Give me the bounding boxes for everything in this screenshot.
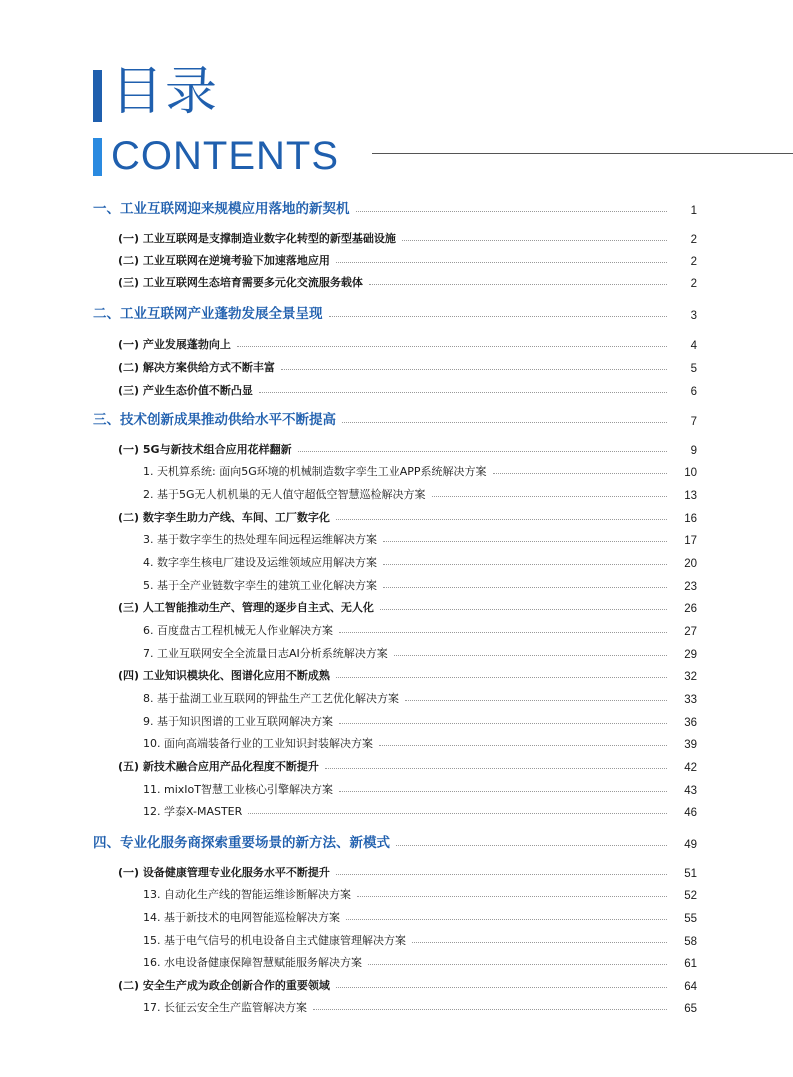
toc-leader: [405, 699, 667, 701]
toc-leader: [336, 676, 667, 678]
toc-section[interactable]: [118, 272, 697, 290]
toc-label: 1. 天机算系统: 面向5G环境的机械制造数字孪生工业APP系统解决方案: [143, 465, 487, 478]
toc-label: 4. 数字孪生核电厂建设及运维领域应用解决方案: [143, 556, 377, 569]
toc-leader: [379, 744, 667, 746]
toc-item[interactable]: [143, 779, 697, 797]
toc-page: 58: [684, 936, 697, 948]
toc-label: 17. 长征云安全生产监管解决方案: [143, 1001, 307, 1014]
toc-section[interactable]: [118, 357, 697, 375]
toc-item[interactable]: [143, 575, 697, 593]
toc-label: (一) 设备健康管理专业化服务水平不断提升: [118, 866, 330, 879]
toc-label: 7. 工业互联网安全全流量日志AI分析系统解决方案: [143, 647, 388, 660]
title-divider: [372, 153, 793, 154]
toc-leader: [259, 391, 667, 393]
toc-label: 10. 面向高端装备行业的工业知识封装解决方案: [143, 737, 373, 750]
toc-label: 3. 基于数字孪生的热处理车间远程运维解决方案: [143, 533, 377, 546]
toc-item[interactable]: [143, 801, 697, 819]
toc-leader: [336, 261, 667, 263]
toc-leader: [336, 873, 667, 875]
toc-leader: [357, 895, 667, 897]
toc-leader: [432, 495, 667, 497]
toc-leader: [325, 767, 667, 769]
toc-label: 5. 基于全产业链数字孪生的建筑工业化解决方案: [143, 579, 377, 592]
toc-page: 23: [684, 581, 697, 593]
toc-page: 33: [684, 694, 697, 706]
toc-item[interactable]: [143, 643, 697, 661]
toc-label: (二) 数字孪生助力产线、车间、工厂数字化: [118, 511, 330, 524]
toc-page: 7: [690, 416, 697, 428]
toc-leader: [356, 210, 668, 212]
toc-page: 6: [690, 386, 697, 398]
toc-section[interactable]: [118, 975, 697, 993]
toc-label: 2. 基于5G无人机机巢的无人值守超低空智慧巡检解决方案: [143, 488, 426, 501]
toc-leader: [237, 345, 667, 347]
toc-label: (二) 解决方案供给方式不断丰富: [118, 361, 275, 374]
toc-section[interactable]: [118, 862, 697, 880]
page-title: 目录: [111, 62, 220, 122]
toc-page: 49: [684, 839, 697, 851]
toc-section[interactable]: [118, 756, 697, 774]
toc-leader: [380, 608, 667, 610]
toc-item[interactable]: [143, 552, 697, 570]
toc-label: (二) 安全生产成为政企创新合作的重要领域: [118, 979, 330, 992]
toc-page: 10: [684, 467, 697, 479]
toc-item[interactable]: [143, 952, 697, 970]
toc-page: 46: [684, 807, 697, 819]
toc-section[interactable]: [118, 597, 697, 615]
toc-leader: [298, 450, 667, 452]
toc-leader: [336, 518, 667, 520]
toc-item[interactable]: [143, 997, 697, 1015]
toc-label: (五) 新技术融合应用产品化程度不断提升: [118, 760, 319, 773]
toc-label: (三) 工业互联网生态培育需要多元化交流服务载体: [118, 276, 363, 289]
toc-leader: [313, 1008, 667, 1010]
toc-page: 17: [684, 535, 697, 547]
toc-label: 四、专业化服务商探索重要场景的新方法、新模式: [93, 835, 390, 851]
toc-leader: [493, 472, 667, 474]
toc-page: 4: [690, 340, 697, 352]
toc-item[interactable]: [143, 529, 697, 547]
toc-section[interactable]: [118, 665, 697, 683]
toc-section[interactable]: [118, 507, 697, 525]
toc-leader: [412, 941, 667, 943]
toc-page: 55: [684, 913, 697, 925]
toc-label: (一) 产业发展蓬勃向上: [118, 338, 231, 351]
toc-label: (一) 工业互联网是支撑制造业数字化转型的新型基础设施: [118, 232, 396, 245]
toc-item[interactable]: [143, 884, 697, 902]
toc-label: 13. 自动化生产线的智能运维诊断解决方案: [143, 888, 351, 901]
toc-page: 3: [690, 310, 697, 322]
toc-label: 11. mixIoT智慧工业核心引擎解决方案: [143, 783, 333, 796]
toc-label: 16. 水电设备健康保障智慧赋能服务解决方案: [143, 956, 362, 969]
toc-label: (一) 5G与新技术组合应用花样翻新: [118, 443, 292, 456]
toc-section[interactable]: [118, 250, 697, 268]
toc-page: 51: [684, 868, 697, 880]
toc-chapter[interactable]: [93, 410, 697, 428]
toc-page: 5: [690, 363, 697, 375]
toc-section[interactable]: [118, 334, 697, 352]
toc-item[interactable]: [143, 907, 697, 925]
toc-page: 29: [684, 649, 697, 661]
toc-label: 9. 基于知识图谱的工业互联网解决方案: [143, 715, 333, 728]
toc-page: 9: [690, 445, 697, 457]
toc-leader: [339, 631, 667, 633]
toc-page: 2: [690, 234, 697, 246]
toc-leader: [329, 315, 668, 317]
toc-page: 39: [684, 739, 697, 751]
toc-page: 27: [684, 626, 697, 638]
toc-label: 12. 学泰X-MASTER: [143, 805, 243, 818]
toc-item[interactable]: [143, 930, 697, 948]
toc-page: 64: [684, 981, 697, 993]
toc-page: 32: [684, 671, 697, 683]
toc-section[interactable]: [118, 228, 697, 246]
toc-label: (二) 工业互联网在逆境考验下加速落地应用: [118, 254, 330, 267]
toc-leader: [394, 654, 667, 656]
toc-page: 13: [684, 490, 697, 502]
toc-chapter[interactable]: [93, 199, 697, 217]
toc-leader: [369, 283, 667, 285]
toc-leader: [396, 844, 667, 846]
toc-page: 26: [684, 603, 697, 615]
toc-page: 52: [684, 890, 697, 902]
toc-leader: [342, 421, 667, 423]
toc-page: 43: [684, 785, 697, 797]
toc-label: (三) 产业生态价值不断凸显: [118, 384, 253, 397]
toc-page: 2: [690, 278, 697, 290]
toc-label: 一、工业互联网迎来规模应用落地的新契机: [93, 201, 350, 217]
page-subtitle: CONTENTS: [111, 134, 339, 178]
toc-leader: [402, 239, 667, 241]
toc-page: 65: [684, 1003, 697, 1015]
toc-item[interactable]: [143, 688, 697, 706]
toc-label: 14. 基于新技术的电网智能巡检解决方案: [143, 911, 340, 924]
toc-label: 二、工业互联网产业蓬勃发展全景呈现: [93, 306, 323, 322]
toc-page: 2: [690, 256, 697, 268]
toc-item[interactable]: [143, 620, 697, 638]
toc-section[interactable]: [118, 380, 697, 398]
toc-label: 三、技术创新成果推动供给水平不断提高: [93, 412, 336, 428]
toc-item[interactable]: [143, 484, 697, 502]
toc-leader: [346, 918, 667, 920]
toc-leader: [383, 563, 667, 565]
toc-chapter[interactable]: [93, 833, 697, 851]
toc-leader: [339, 722, 667, 724]
toc-leader: [336, 986, 667, 988]
toc-label: 8. 基于盐湖工业互联网的钾盐生产工艺优化解决方案: [143, 692, 399, 705]
toc-page: 36: [684, 717, 697, 729]
toc-page: 20: [684, 558, 697, 570]
toc-leader: [383, 586, 667, 588]
toc-chapter[interactable]: [93, 304, 697, 322]
title-accent-bar: [93, 70, 102, 122]
toc-leader: [248, 812, 667, 814]
toc-page: 42: [684, 762, 697, 774]
toc-label: (三) 人工智能推动生产、管理的逐步自主式、无人化: [118, 601, 374, 614]
toc-item[interactable]: [143, 711, 697, 729]
toc-page: 16: [684, 513, 697, 525]
toc-label: 6. 百度盘古工程机械无人作业解决方案: [143, 624, 333, 637]
toc-leader: [281, 368, 667, 370]
toc-section[interactable]: [118, 439, 697, 457]
toc-item[interactable]: [143, 733, 697, 751]
toc-leader: [339, 790, 667, 792]
toc-page: 61: [684, 958, 697, 970]
toc-leader: [383, 540, 667, 542]
title-accent-bar-light: [93, 138, 102, 176]
toc-label: 15. 基于电气信号的机电设备自主式健康管理解决方案: [143, 934, 406, 947]
toc-label: (四) 工业知识模块化、图谱化应用不断成熟: [118, 669, 330, 682]
toc-page: 1: [690, 205, 697, 217]
toc-item[interactable]: [143, 461, 697, 479]
toc-leader: [368, 963, 667, 965]
